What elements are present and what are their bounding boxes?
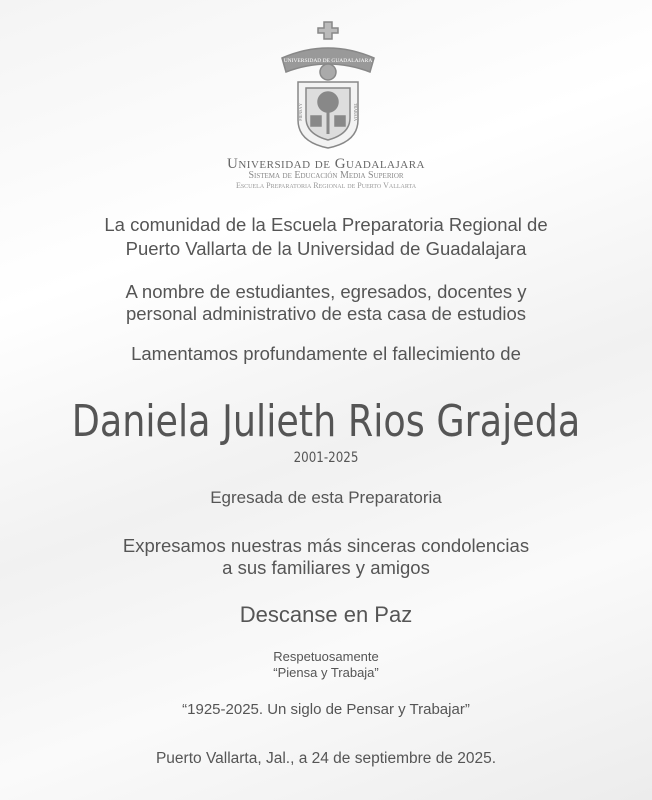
svg-text:PIENSA Y: PIENSA Y [298,103,303,121]
condolences-line-1: Expresamos nuestras más sinceras condolencias [122,535,530,556]
respectfully: Respetuosamente [273,649,379,664]
rest-in-peace: Descanse en Paz [239,602,413,627]
crest-banner-text: UNIVERSIDAD DE GUADALAJARA [283,58,373,64]
motto: “Piensa y Trabaja” [273,665,379,680]
deceased-role: Egresada de esta Preparatoria [210,488,442,507]
lament-text: Lamentamos profundamente el fallecimiento de [131,343,521,364]
deceased-name: Daniela Julieth Rios Grajeda [71,396,581,447]
place-date: Puerto Vallarta, Jal., a 24 de septiembre de 2025. [155,750,497,767]
centenary-slogan: “1925-2025. Un siglo de Pensar y Trabajar” [182,701,470,718]
on-behalf-line-1: A nombre de estudiantes, egresados, docentes y [125,281,527,302]
condolences-line-2: a sus familiares y amigos [222,557,430,578]
intro-line-2: Puerto Vallarta de la Universidad de Guadalajara [125,238,527,259]
svg-text:TRABAJA: TRABAJA [353,102,358,122]
on-behalf-line-2: personal administrativo de esta casa de estudios [125,303,527,324]
school-name: Escuela Preparatoria Regional de Puerto Vallarta [235,181,417,190]
system-name: Sistema de Educación Media Superior [248,170,404,181]
intro-line-1: La comunidad de la Escuela Preparatoria Regional de [104,214,548,235]
deceased-years: 2001-2025 [293,450,359,466]
university-name: Universidad de Guadalajara [227,156,425,172]
university-crest-logo [278,20,378,150]
